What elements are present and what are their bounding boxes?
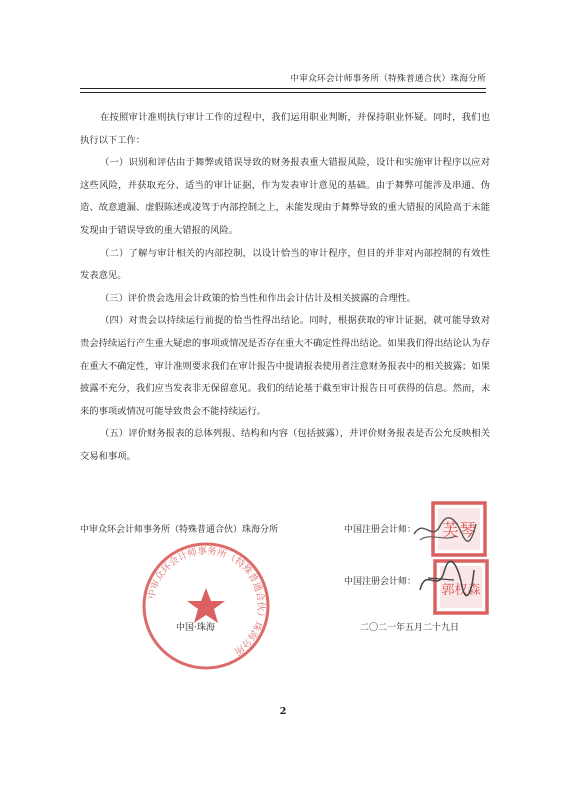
paragraph-item-3: （三）评价贵会选用会计政策的恰当性和作出会计估计及相关披露的合理性。	[100, 292, 417, 304]
cpa2-seal-text: 郭权森	[441, 583, 481, 598]
signing-firm: 中审众环会计师事务所（特殊普通合伙）珠海分所	[80, 525, 279, 535]
cpa1-signature	[410, 512, 480, 548]
paragraph-item-5: （五）评价财务报表的总体列报、结构和内容（包括披露），并评价财务报表是否公允反映相关交易和事项。	[80, 428, 490, 462]
paragraph-item-2: （二）了解与审计相关的内部控制，以设计恰当的审计程序，但目的并非对内部控制的有效性发表意见。	[80, 247, 490, 282]
paragraph-item-1: （一）识别和评估由于舞弊或错误导致的财务报表重大错报风险，设计和实施审计程序以应对这些风险，并获取充分、适当的审计证据，作为发表审计意见的基础。由于舞弊可能涉及串通、伪造、故意遗漏、虚假陈述或凌驾于内部控制之上，未能发现由于舞弊导致的重大错报的风险高于未能发现由于错误导致的重大错报的风险。	[80, 157, 490, 236]
header-rule	[80, 92, 486, 93]
cpa1-label: 中国注册会计师：	[344, 525, 417, 535]
signing-date: 二〇二一年五月二十九日	[360, 623, 460, 633]
star-icon	[187, 588, 225, 623]
cpa2-signature	[414, 560, 481, 600]
page-header: 中审众环会计师事务所（特殊普通合伙）珠海分所	[80, 72, 486, 89]
report-body	[80, 107, 490, 469]
paragraph-intro: 在按照审计准则执行审计工作的过程中，我们运用职业判断，并保持职业怀疑。同时，我们也执行以下工作：	[80, 112, 490, 146]
cpa2-label: 中国注册会计师：	[344, 577, 417, 587]
paragraph-item-4: （四）对贵会以持续运行前提的恰当性得出结论。同时，根据获取的审计证据，就可能导致对贵会持续运行产生重大疑虑的事项或情况是否存在重大不确定性得出结论。如果我们得出结论认为存在重大不确定性，审计准则要求我们在审计报告中提请报表使用者注意财务报表中的相关披露；如果披露不充分，我们应当发表非无保留意见。我们的结论基于截至审计报告日可获得的信息。然而，未来的事项或情况可能导致贵会不能持续运行。	[80, 315, 490, 417]
signing-city: 中国·珠海	[176, 623, 215, 633]
firm-seal	[138, 538, 274, 674]
firm-seal-text: 中审众环会计师事务所（特殊普通合伙）珠海分所	[146, 545, 267, 657]
page-number: 2	[279, 706, 287, 717]
cpa1-seal-text: 芙琴	[442, 521, 476, 541]
